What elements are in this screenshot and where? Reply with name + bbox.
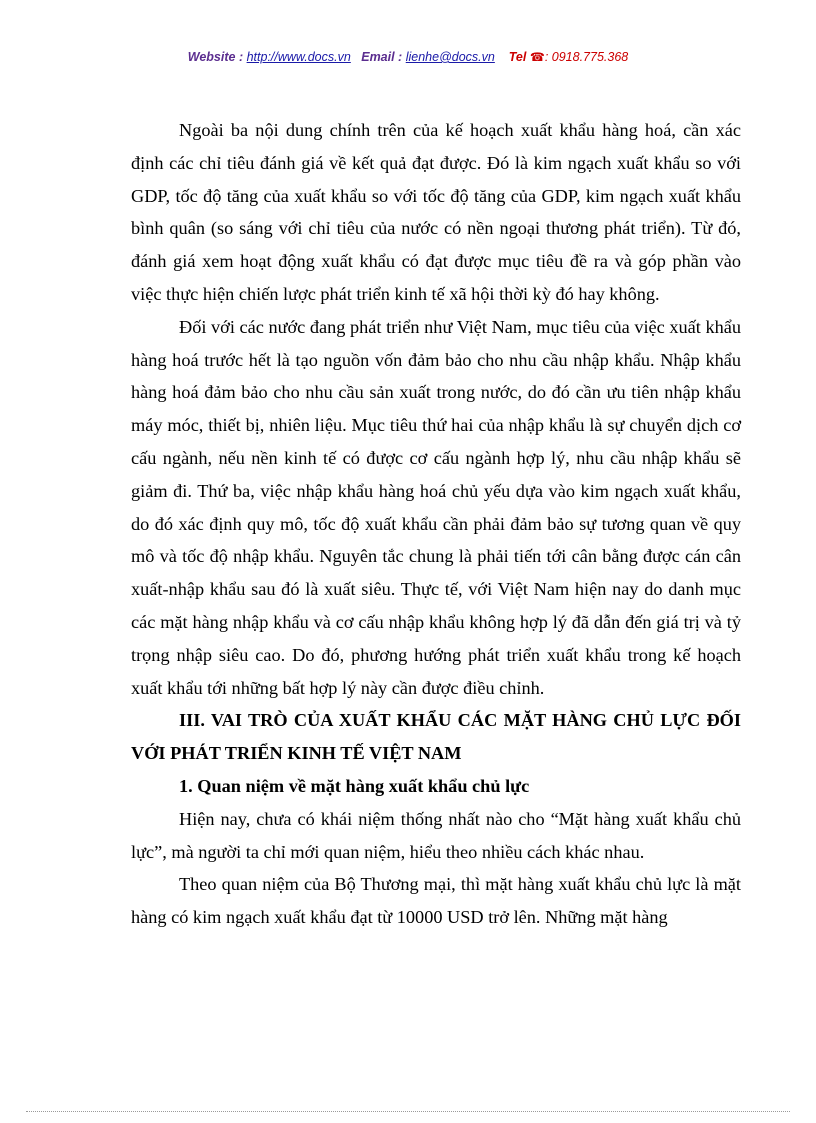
website-link[interactable]: http://www.docs.vn bbox=[246, 50, 351, 64]
phone-number: : 0918.775.368 bbox=[544, 50, 629, 64]
footer-divider bbox=[26, 1111, 790, 1112]
section-heading: III. VAI TRÒ CỦA XUẤT KHẨU CÁC MẶT HÀNG CHỦ LỰC ĐỐI VỚI PHÁT TRIỂN KINH TẾ VIỆT NAM bbox=[131, 710, 741, 764]
page-header bbox=[0, 50, 816, 64]
subsection-heading: 1. Quan niệm về mặt hàng xuất khẩu chủ lực bbox=[179, 775, 530, 796]
document-body bbox=[131, 114, 741, 934]
tel-label: Tel bbox=[508, 50, 527, 64]
email-link[interactable]: lienhe@docs.vn bbox=[405, 50, 495, 64]
paragraph-definition: Hiện nay, chưa có khái niệm thống nhất nào cho “Mặt hàng xuất khẩu chủ lực”, mà người ta chỉ mới quan niệm, hiểu theo nhiều cách khác nhau. bbox=[131, 808, 741, 862]
paragraph-evaluation-criteria: Ngoài ba nội dung chính trên của kế hoạch xuất khẩu hàng hoá, cần xác định các chỉ tiêu đánh giá về kết quả đạt được. Đó là kim ngạch xuất khẩu so với GDP, tốc độ tăng của xuất khẩu so với tốc độ tăng của GDP, kim ngạch xuất khẩu bình quân (so sáng với chỉ tiêu của nước có nền ngoại thương phát triển). Từ đó, đánh giá xem hoạt động xuất khẩu có đạt được mục tiêu đề ra và góp phần vào việc thực hiện chiến lược phát triển kinh tế xã hội thời kỳ đó hay không. bbox=[131, 120, 741, 304]
phone-icon: ☎ bbox=[529, 50, 545, 64]
paragraph-ministry-view: Theo quan niệm của Bộ Thương mại, thì mặt hàng xuất khẩu chủ lực là mặt hàng có kim ngạch xuất khẩu đạt từ 10000 USD trở lên. Những mặt hàng bbox=[131, 874, 741, 928]
paragraph-export-objectives: Đối với các nước đang phát triển như Việt Nam, mục tiêu của việc xuất khẩu hàng hoá trước hết là tạo nguồn vốn đảm bảo cho nhu cầu nhập khẩu. Nhập khẩu hàng hoá đảm bảo cho nhu cầu sản xuất trong nước, do đó cần ưu tiên nhập khẩu máy móc, thiết bị, nhiên liệu. Mục tiêu thứ hai của nhập khẩu là sự chuyển dịch cơ cấu ngành, nếu nền kinh tế có được cơ cấu ngành hợp lý, nhu cầu nhập khẩu sẽ giảm đi. Thứ ba, việc nhập khẩu hàng hoá chủ yếu dựa vào kim ngạch xuất khẩu, do đó xác định quy mô, tốc độ xuất khẩu cần phải đảm bảo sự tương quan về quy mô và tốc độ nhập khẩu. Nguyên tắc chung là phải tiến tới cân bằng được cán cân xuất-nhập khẩu sau đó là xuất siêu. Thực tế, với Việt Nam hiện nay do danh mục các mặt hàng nhập khẩu và cơ cấu nhập khẩu không hợp lý đã dẫn đến giá trị và tỷ trọng nhập siêu cao. Do đó, phương hướng phát triển xuất khẩu trong kế hoạch xuất khẩu tới những bất hợp lý này cần được điều chỉnh. bbox=[131, 316, 741, 698]
website-label: Website : bbox=[187, 50, 244, 64]
email-label: Email : bbox=[361, 50, 403, 64]
